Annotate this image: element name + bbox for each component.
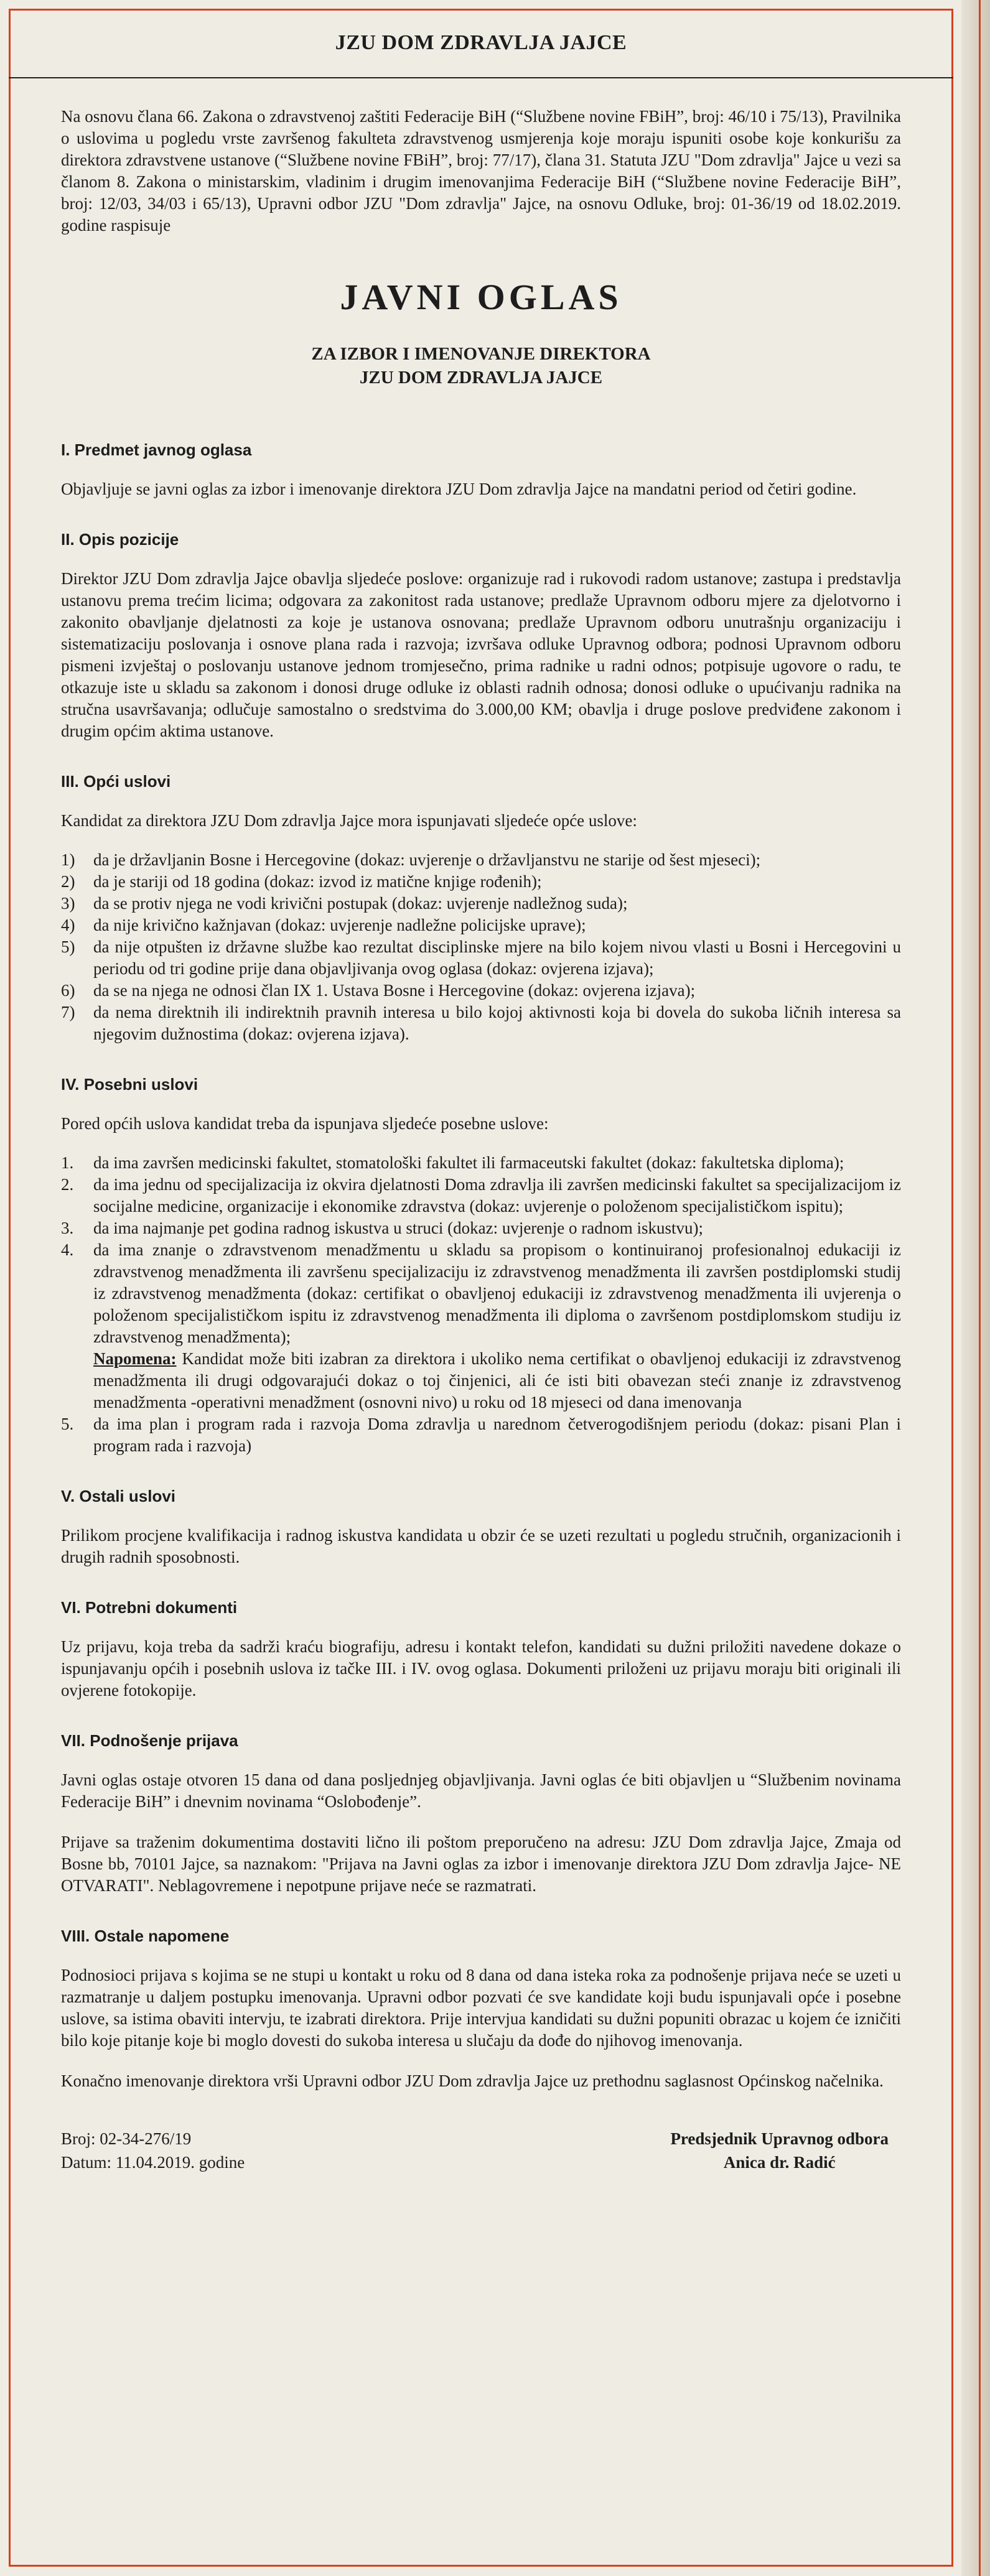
section-heading-position: II. Opis pozicije — [61, 530, 179, 549]
reference-number: Broj: 02-34-276/19 — [61, 2129, 192, 2148]
announcement-subtitle — [61, 342, 901, 389]
announcement-title: JAVNI OGLAS — [340, 277, 622, 317]
note-label: Napomena: — [93, 1349, 177, 1368]
section-heading-general-conditions: III. Opći uslovi — [61, 772, 171, 791]
list-item: 7) da nema direktnih ili indirektnih pravnih interesa u bilo kojoj aktivnosti koja bi dovela do sukoba ličnih interesa sa njegovim dužnostima (dokaz: ovjerena izjava). — [61, 1003, 901, 1043]
reference-date: Datum: 11.04.2019. godine — [61, 2153, 245, 2172]
section-heading-documents: VI. Potrebni dokumenti — [61, 1598, 238, 1617]
note — [93, 1349, 901, 1411]
list-item: 2) da je stariji od 18 godina (dokaz: izvod iz matične knjige rođenih); — [61, 872, 542, 891]
section-heading-subject: I. Predmet javnog oglasa — [61, 440, 252, 459]
subtitle-line-1: ZA IZBOR I IMENOVANJE DIREKTORA — [311, 344, 651, 364]
subtitle-line-2: JZU DOM ZDRAVLJA JAJCE — [359, 368, 603, 388]
list-item: 5. da ima plan i program rada i razvoja Doma zdravlja u narednom četverogodišnjem periodu (dokaz: pisani Plan i program rada i razvoja) — [61, 1415, 901, 1455]
announcement-body — [61, 106, 901, 2174]
list-item: 1. da ima završen medicinski fakultet, stomatološki fakultet ili farmaceutski fakultet (dokaz: fakultetska diploma); — [61, 1153, 844, 1172]
list-item: 4. da ima znanje o zdravstvenom menadžmentu u skladu sa propisom o kontinuiranoj profesionalnoj edukaciji iz zdravstvenog menadžmenta ili završenu specijalizaciju iz zdravstvenog menadžmenta ili završen postdiplomski studij iz zdravstvenog menadžmenta (dokaz: certifikat o obavljenoj edukaciji iz zdravstvenog menadžmenta ili uvjerenja o položenom specijalističkom ispitu iz zdravstvenog menadžmenta ili diploma o završenom postdiplomskom studiju iz zdravstvenog menadžmenta); Napomena: Kandidat može biti izabran za direktora i ukoliko nema certifikat o obavljenoj edukaciji iz zdravstvenog menadžmenta ili drugi odgovarajući dokaz o toj činjenici, ali će isti biti obavezan steći znanje iz zdravstvenog menadžmenta -operativni menadžment (osnovni nivo) u roku od 18 mjeseci od dana imenovanja — [61, 1240, 901, 1411]
section-text-general-conditions: Kandidat za direktora JZU Dom zdravlja Jajce mora ispunjavati sljedeće opće uslove: — [61, 811, 637, 830]
section-text-position: Direktor JZU Dom zdravlja Jajce obavlja sljedeće poslove: organizuje rad i rukovodi radom ustanove; zastupa i predstavlja ustanovu prema trećim licima; odgovara za zakonitost rada ustanove; predlaže Upravnom odboru mjere za djelotvorno i zakonito obavljanje djelatnosti za koje je ustanova osnovana; predlaže Upravnom odboru unutrašnju organizaciju i sistematizaciju poslovanja i osnove plana rada i razvoja; izvršava odluke Upravnog odbora; podnosi Upravnom odboru pismeni izvještaj o poslovanju ustanove jednom tromjesečno, prima radnike u radni odnos; potpisuje ugovore o radu, te otkazuje iste u skladu sa zakonom i donosi druge odluke iz oblasti radnih odnosa; donosi odluke o upućivanju radnika na stručna usavršavanja; odlučuje samostalno o sredstvima do 3.000,00 KM; obavlja i druge poslove predviđene zakonom i drugim općim aktima ustanove. — [61, 569, 901, 740]
section-text-submission-2: Prijave sa traženim dokumentima dostaviti lično ili poštom preporučeno na adresu: JZU Dom zdravlja Jajce, Zmaja od Bosne bb, 70101 Jajce, sa naznakom: "Prijava na Javni oglas za izbor i imenovanje direktora JZU Dom zdravlja Jajce- NE OTVARATI". Neblagovremene i nepotpune prijave neće se razmatrati. — [61, 1833, 901, 1895]
org-header — [9, 9, 953, 78]
list-item: 5) da nije otpušten iz državne službe kao rezultat disciplinske mjere na bilo kojem nivou vlasti u Bosni i Hercegovini u periodu od tri godine prije dana objavljivanja ovog oglasa (dokaz: ovjerena izjava); — [61, 937, 901, 978]
section-text-documents: Uz prijavu, koja treba da sadrži kraću biografiju, adresu i kontakt telefon, kandidati su dužni priložiti navedene dokaze o ispunjavanju općih i posebnih uslova iz tačke III. i IV. ovog oglasa. Dokumenti priloženi uz prijavu moraju biti originali ili ovjerene fotokopije. — [61, 1637, 901, 1700]
reference-info — [61, 2127, 245, 2174]
section-text-special-conditions: Pored općih uslova kandidat treba da ispunjava sljedeće posebne uslove: — [61, 1114, 549, 1133]
section-heading-special-conditions: IV. Posebni uslovi — [61, 1075, 198, 1094]
list-item: 2. da ima jednu od specijalizacija iz okvira djelatnosti Doma zdravlja ili završen medicinski fakultet sa specijalizacijom iz socijalne medicine, organizacije i ekonomike zdravstva (dokaz: uvjerenje o položenom specijalističkom ispitu); — [61, 1175, 901, 1216]
section-text-submission-1: Javni oglas ostaje otvoren 15 dana od dana posljednjeg objavljivanja. Javni oglas će biti objavljen u “Službenim novinama Federacije BiH” i dnevnim novinama “Oslobođenje”. — [61, 1770, 901, 1811]
section-text-other-conditions: Prilikom procjene kvalifikacija i radnog iskustva kandidata u obzir će se uzeti rezultati u pogledu stručnih, organizacionih i drugih radnih sposobnosti. — [61, 1526, 901, 1566]
list-item: 4) da nije krivično kažnjavan (dokaz: uvjerenje nadležne policijske uprave); — [61, 916, 586, 934]
signature-block — [61, 2127, 901, 2174]
section-heading-other-notes: VIII. Ostale napomene — [61, 1927, 230, 1945]
section-text-other-notes-2: Konačno imenovanje direktora vrši Upravni odbor JZU Dom zdravlja Jajce uz prethodnu saglasnost Općinskog načelnika. — [61, 2071, 884, 2090]
signatory — [670, 2127, 901, 2174]
list-item: 3. da ima najmanje pet godina radnog iskustva u struci (dokaz: uvjerenje o radnom iskustvu); — [61, 1219, 704, 1237]
list-item: 6) da se na njega ne odnosi član IX 1. Ustava Bosne i Hercegovine (dokaz: ovjerena izjava); — [61, 981, 696, 1000]
list-item: 1) da je državljanin Bosne i Hercegovine (dokaz: uvjerenje o državljanstvu ne starije od šest mjeseci); — [61, 850, 761, 869]
general-conditions-list — [61, 849, 901, 1045]
signatory-name: Anica dr. Radić — [723, 2153, 836, 2172]
legal-basis-paragraph: Na osnovu člana 66. Zakona o zdravstvenoj zaštiti Federacije BiH (“Službene novine FBiH”, broj: 46/10 i 75/13), Pravilnika o uslovima u pogledu vrste završenog fakulteta zdravstvenog usmjerenja koje moraju ispuniti osobe koje konkurišu za direktora zdravstvene ustanove (“Službene novine FBiH”, broj: 77/17), člana 31. Statuta JZU "Dom zdravlja" Jajce u vezi sa članom 8. Zakona o ministarskim, vladinim i drugim imenovanjima Federacije BiH (“Službene novine Federacije BiH”, broj: 12/03, 34/03 i 65/13), Upravni odbor JZU "Dom zdravlja" Jajce, na osnovu Odluke, broj: 01-36/19 od 18.02.2019. godine raspisuje — [61, 107, 901, 235]
section-text-subject: Objavljuje se javni oglas za izbor i imenovanje direktora JZU Dom zdravlja Jajce na mandatni period od četiri godine. — [61, 480, 857, 498]
section-heading-submission: VII. Podnošenje prijava — [61, 1731, 238, 1750]
list-item: 3) da se protiv njega ne vodi krivični postupak (dokaz: uvjerenje nadležnog suda); — [61, 894, 628, 913]
section-heading-other-conditions: V. Ostali uslovi — [61, 1487, 176, 1505]
special-conditions-list — [61, 1152, 901, 1457]
adjacent-page-edge — [961, 0, 990, 2576]
note-text: Kandidat može biti izabran za direktora i ukoliko nema certifikat o obavljenoj edukaciji iz zdravstvenog menadžmenta ili drugi odgovarajući dokaz o toj činjenici, ali će isti biti obavezan steći znanje iz zdravstvenog menadžmenta -operativni menadžment (osnovni nivo) u roku od 18 mjeseci od dana imenovanja — [93, 1349, 901, 1411]
section-text-other-notes-1: Podnosioci prijava s kojima se ne stupi u kontakt u roku od 8 dana od dana isteka roka za podnošenje prijava neće se uzeti u razmatranje u daljem postupku imenovanja. Upravni odbor pozvati će sve kandidate koji budu ispunjavali opće i posebne uslove, sa istima obaviti intervju, te izabrati direktora. Prije intervjua kandidati su dužni popuniti obrazac u kojem će izničiti bilo koje pitanje koje bi moglo dovesti do sukoba interesa u slučaju da dođe do njihovog imenovanja. — [61, 1966, 901, 2050]
org-name: JZU DOM ZDRAVLJA JAJCE — [335, 31, 627, 54]
adjacent-frame-line — [979, 0, 981, 2576]
signatory-title: Predsjednik Upravnog odbora — [670, 2129, 889, 2148]
